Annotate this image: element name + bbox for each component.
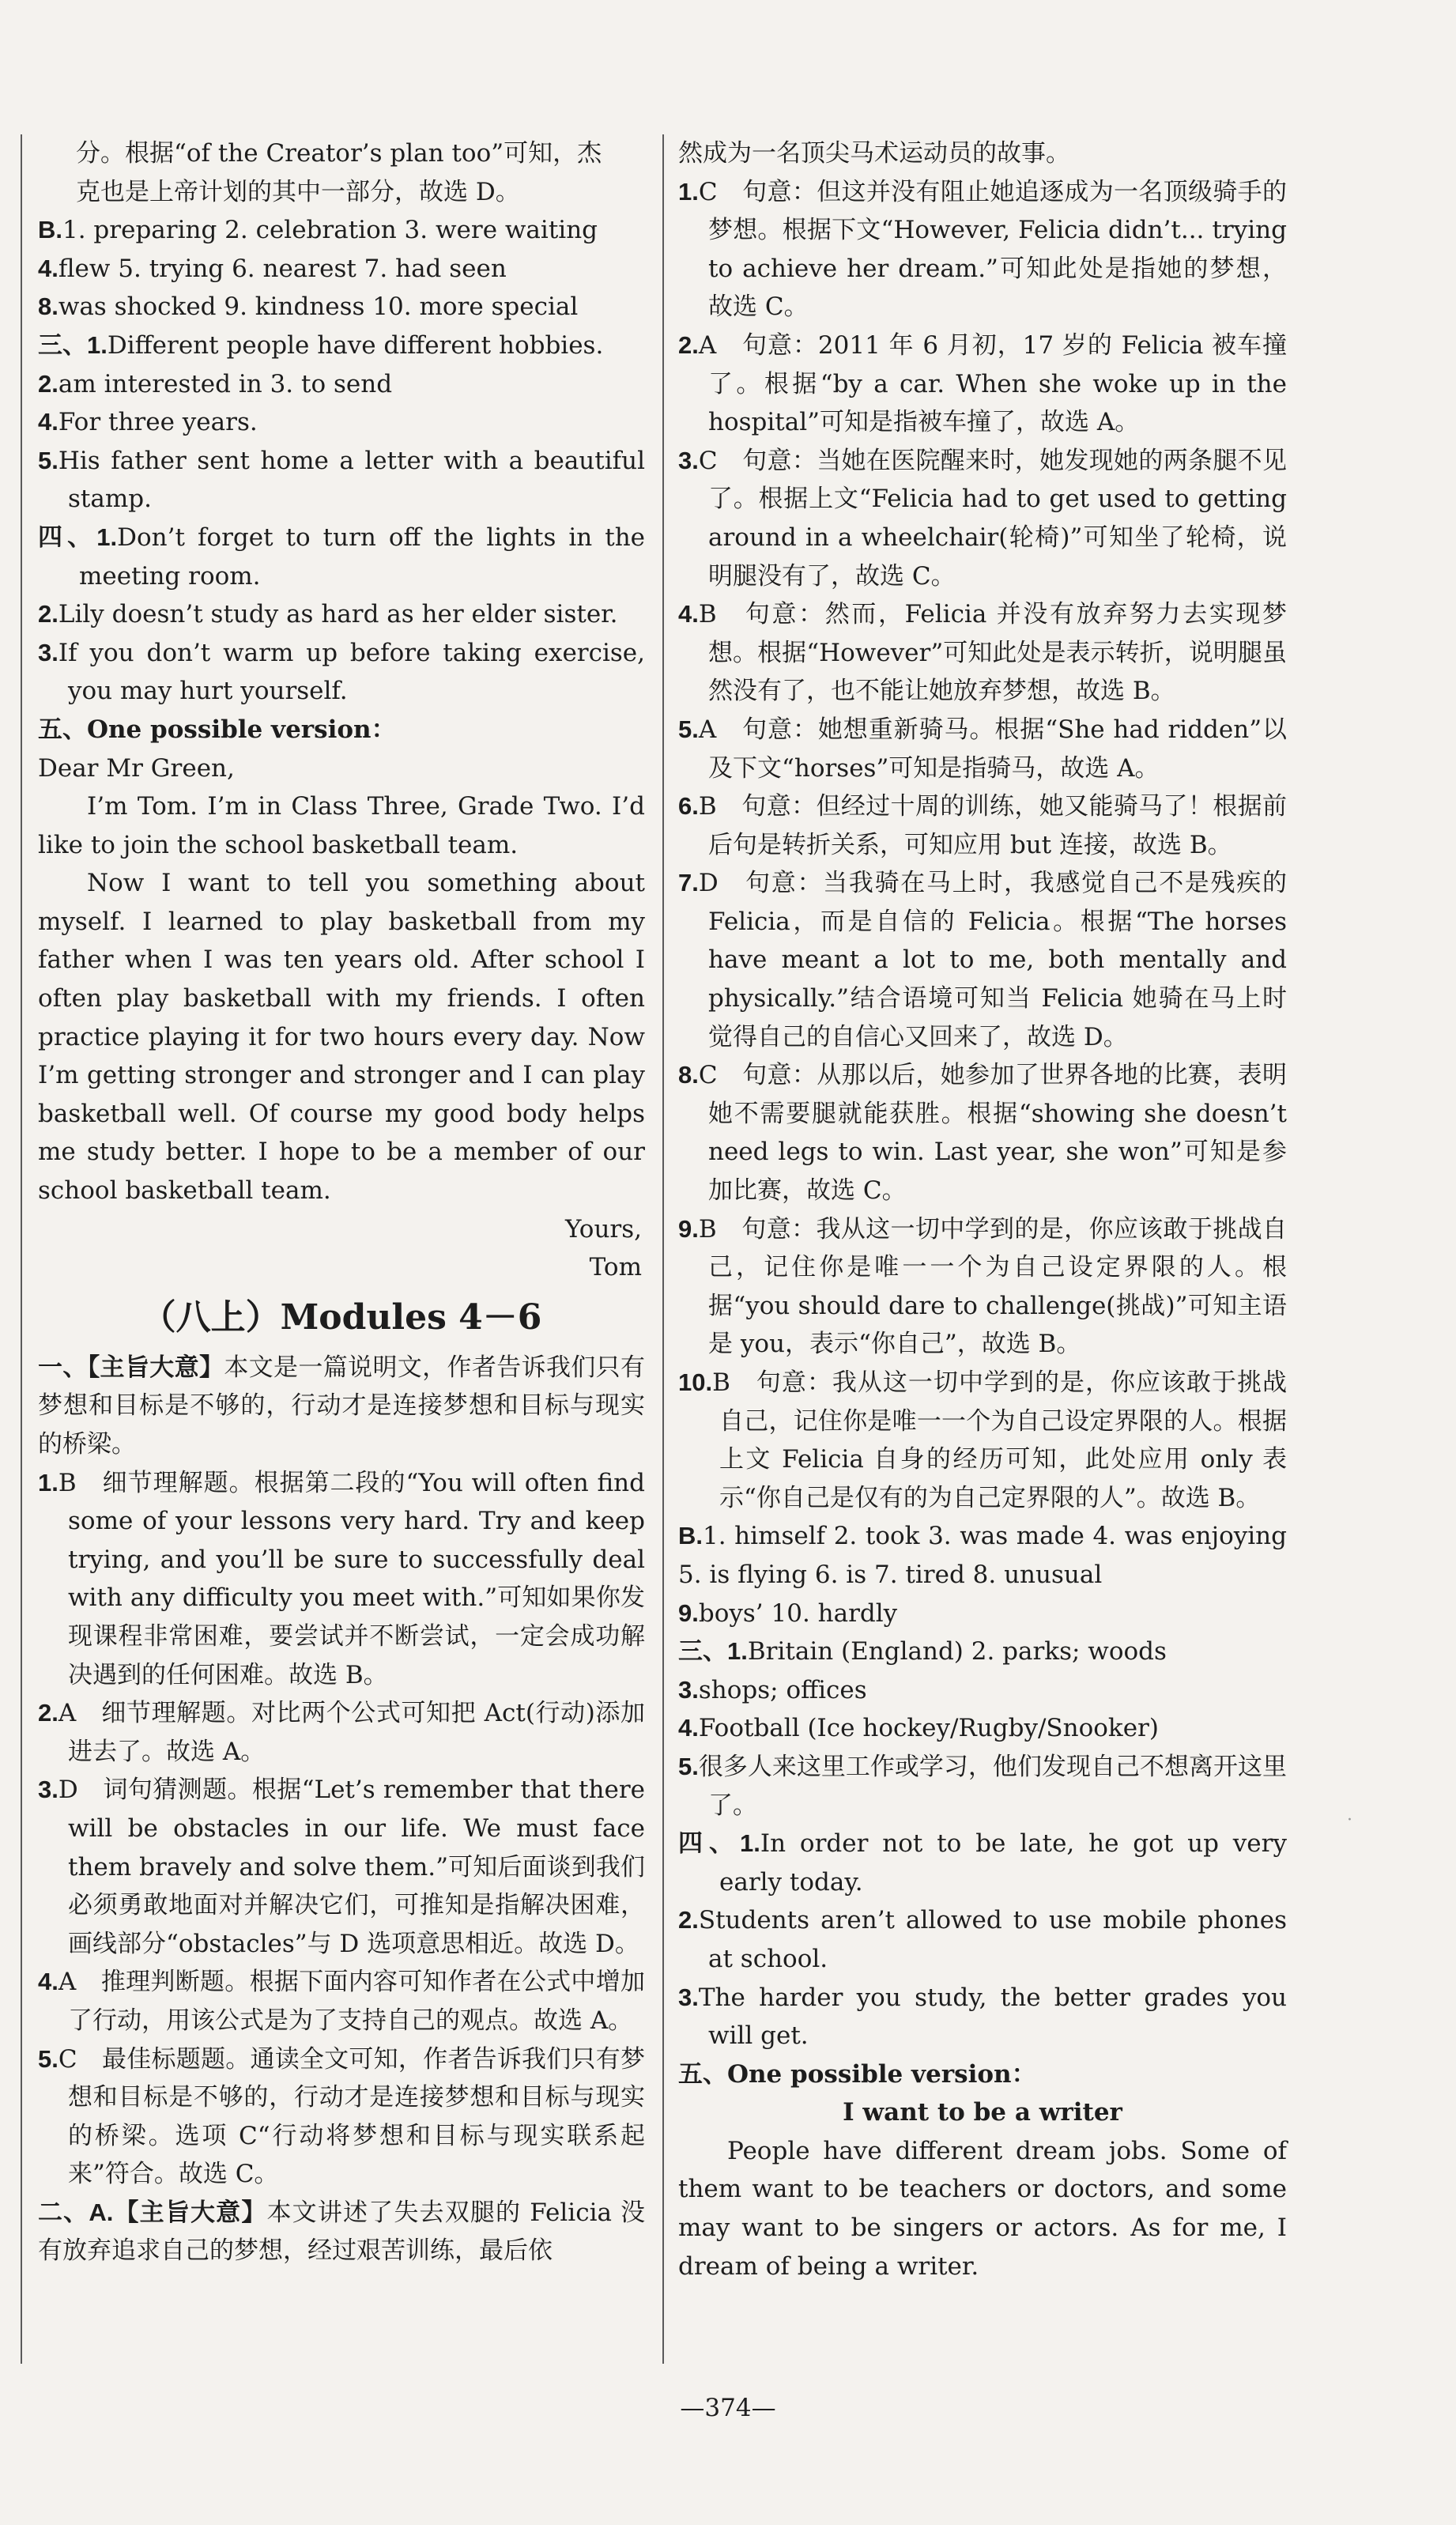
answer-line (678, 173, 1287, 326)
answer-line (38, 326, 645, 365)
item-text: His father sent home a letter with a beautiful stamp. (58, 446, 645, 514)
item-text: B 句意：我从这一切中学到的是，你应该敢于挑战自己，记住你是唯一一个为自己设定界限的人。根据“you should dare to challenge(挑战)”可知主语是 you，表示“你自己”，故选 B。 (698, 1214, 1287, 1359)
item-text: The harder you study, the better grades you will get. (698, 1983, 1287, 2051)
item-text: Lily doesn’t study as hard as her elder sister. (58, 600, 618, 629)
item-label: B. (678, 1522, 703, 1550)
item-text: Different people have different hobbies. (107, 330, 604, 360)
item-text: boys’ 10. hardly (698, 1598, 898, 1628)
item-text: I’m Tom. I’m in Class Three, Grade Two. I’d like to join the school basketball team. (38, 792, 645, 859)
item-text: A 细节理解题。对比两个公式可知把 Act(行动)添加进去了。故选 A。 (58, 1699, 645, 1766)
answer-line (38, 1963, 645, 2040)
item-label: 2. (38, 369, 58, 398)
item-label: 1. (678, 177, 699, 206)
item-label: 五、 (38, 715, 87, 743)
item-text: Now I want to tell you something about myself. I learned to play basketball from my father when I was ten years old. After school I often play basketball with my friends. I often practice playing it for two hours every day. Now I’m getting stronger and stronger and I can play basketball well. Of course my good body helps me study better. I hope to be a member of our school basketball team. (38, 869, 645, 1206)
item-label: 2. (38, 1699, 58, 1727)
answer-line (678, 1709, 1287, 1748)
answer-line (38, 1694, 645, 1771)
item-text: One possible version： (87, 715, 396, 744)
answer-line (38, 134, 645, 173)
item-label: 6. (678, 792, 699, 821)
item-label: B. (38, 216, 62, 244)
section-title (38, 1287, 645, 1349)
item-label: 3. (678, 1983, 699, 2011)
answer-line (38, 250, 645, 289)
item-label: 7. (678, 869, 699, 897)
item-label: 3. (38, 638, 58, 666)
essay-title (678, 2093, 1287, 2132)
answer-line (38, 211, 645, 250)
column-divider (662, 134, 664, 2364)
item-text: B 句意：然而，Felicia 并没有放弃努力去实现梦想。根据“However”可知此处是表示转折，说明腿虽然没有了，也不能让她放弃梦想，故选 B。 (698, 600, 1287, 706)
answer-line (678, 326, 1287, 442)
answer-line (678, 1364, 1287, 1517)
item-text: D 句意：当我骑在马上时，我感觉自己不是残疾的 Felicia，而是自信的 Felicia。根据“The horses have meant a lot to me, both mentally and physically.”结合语境可知当 Felicia 她骑在马上时觉得自己的自信心又回来了，故选 D。 (698, 869, 1287, 1051)
item-text: If you don’t warm up before taking exercise, you may hurt yourself. (58, 638, 645, 706)
item-label: 4. (678, 600, 699, 628)
item-text: C 句意：但这并没有阻止她追逐成为一名顶级骑手的梦想。根据下文“However, Felicia didn’t... trying to achieve her dream.”可知此处是指她的梦想，故选 C。 (698, 177, 1287, 322)
answer-line (678, 1595, 1287, 1633)
item-text: 克也是上帝计划的其中一部分，故选 D。 (76, 177, 520, 206)
item-label: 三、1. (38, 330, 108, 359)
item-text: （八上）Modules 4－6 (141, 1296, 542, 1338)
item-label: 8. (678, 1061, 699, 1089)
answer-line (38, 787, 645, 864)
item-label: 2. (678, 1906, 699, 1934)
answer-line (38, 442, 645, 519)
answer-line (678, 1979, 1287, 2055)
answer-line (38, 1248, 645, 1287)
item-label: 5. (38, 2044, 58, 2073)
answer-line (38, 1464, 645, 1695)
item-label: 1. (38, 1468, 58, 1497)
item-text: B 句意：我从这一切中学到的是，你应该敢于挑战自己，记住你是唯一一个为自己设定界限的人。根据上文 Felicia 自身的经历可知，此处应用 only 表示“你自己是仅有的为自己定界限的人”。故选 B。 (712, 1368, 1287, 1512)
item-text: Britain (England) 2. parks; woods (747, 1637, 1167, 1666)
item-label: 一、【主旨大意】 (38, 1353, 224, 1381)
answer-line (38, 519, 645, 595)
answer-line (678, 711, 1287, 787)
answer-line (38, 403, 645, 442)
item-text: B 句意：但经过十周的训练，她又能骑马了！根据前后句是转折关系，可知应用 but 连接，故选 B。 (698, 792, 1287, 859)
item-text: am interested in 3. to send (58, 369, 393, 398)
item-text: C 句意：当她在医院醒来时，她发现她的两条腿不见了。根据上文“Felicia had to get used to getting around in a wheelchair(轮椅)”可知坐了轮椅，说明腿没有了，故选 C。 (698, 446, 1287, 591)
answer-line (38, 749, 645, 788)
item-text: Students aren’t allowed to use mobile phones at school. (698, 1906, 1287, 1973)
answer-line (38, 2194, 645, 2270)
answer-line (678, 1901, 1287, 1978)
answer-line (38, 595, 645, 634)
item-label: 8. (38, 293, 58, 321)
item-text: 本文是一篇说明文，作者告诉我们只有梦想和目标是不够的，行动才是连接梦想和目标与现实的桥梁。 (38, 1353, 646, 1459)
item-text: 分。根据“of the Creator’s plan too”可知，杰 (76, 139, 602, 168)
answer-line (38, 365, 645, 404)
left-column (38, 134, 645, 2270)
answer-line (678, 1748, 1287, 1825)
item-text: flew 5. trying 6. nearest 7. had seen (58, 254, 507, 283)
item-label: 4. (38, 1968, 58, 1996)
item-label: 10. (678, 1368, 713, 1396)
answer-line (678, 864, 1287, 1056)
answer-line (678, 1671, 1287, 1710)
item-label: 3. (678, 1675, 699, 1704)
item-text: B 细节理解题。根据第二段的“You will often find some of your lessons very hard. Try and keep trying, and you’ll be sure to successfully deal with any difficulty you meet with.”可知如果你发现课程非常困难，要尝试并不断尝试，一定会成功解决遇到的任何困难。故选 B。 (58, 1468, 645, 1689)
item-label: 5. (678, 715, 699, 743)
item-text: Dear Mr Green, (38, 753, 235, 783)
item-text: 然成为一名顶尖马术运动员的故事。 (678, 139, 1070, 168)
item-label: 四、1. (678, 1829, 760, 1858)
item-text: Tom (589, 1253, 642, 1282)
item-text: A 推理判断题。根据下面内容可知作者在公式中增加了行动，用该公式是为了支持自己的观点。故选 A。 (58, 1968, 645, 2035)
item-text: People have different dream jobs. Some of them want to be teachers or doctors, and some may want to be singers or actors. As for me, I dream of being a writer. (678, 2136, 1287, 2281)
item-text: Yours, (565, 1214, 642, 1244)
margin-mark: · (1347, 1810, 1352, 1830)
answer-line (678, 595, 1287, 711)
left-margin-rule (21, 134, 22, 2364)
item-label: 三、1. (678, 1637, 748, 1666)
answer-line (38, 2040, 645, 2194)
item-text: D 词句猜测题。根据“Let’s remember that there will be obstacles in our life. We must face them bravely and solve them.”可知后面谈到我们必须勇敢地面对并解决它们，可推知是指解决困难，画线部分“obstacles”与 D 选项意思相近。故选 D。 (58, 1776, 645, 1958)
item-text: Don’t forget to turn off the lights in the meeting room. (79, 523, 645, 591)
answer-line (678, 134, 1287, 173)
page-number: —374— (680, 2394, 776, 2422)
item-label: 4. (678, 1714, 699, 1742)
answer-line (678, 2055, 1287, 2094)
answer-line (678, 1632, 1287, 1671)
item-text: I want to be a writer (843, 2098, 1122, 2127)
item-text: A 句意：2011 年 6 月初，17 岁的 Felicia 被车撞了。根据“by a car. When she woke up in the hospital”可知是指被车撞了，故选 A。 (698, 330, 1287, 437)
answer-line (678, 1056, 1287, 1210)
answer-line (678, 787, 1287, 864)
answer-line (678, 2132, 1287, 2285)
item-label: 二、A.【主旨大意】 (38, 2198, 267, 2226)
answer-line (38, 634, 645, 711)
item-text: C 句意：从那以后，她参加了世界各地的比赛，表明她不需要腿就能获胜。根据“showing she doesn’t need legs to win. Last year, she won”可知是参加比赛，故选 C。 (698, 1061, 1287, 1206)
item-label: 4. (38, 408, 58, 436)
answer-line (678, 1210, 1287, 1364)
item-label: 9. (678, 1598, 699, 1627)
item-label: 五、 (678, 2059, 727, 2088)
item-text: shops; offices (698, 1675, 867, 1704)
answer-line (38, 173, 645, 212)
item-text: was shocked 9. kindness 10. more special (58, 293, 579, 322)
item-text: 很多人来这里工作或学习，他们发现自己不想离开这里了。 (698, 1752, 1287, 1820)
answer-line (38, 1771, 645, 1963)
item-label: 四、1. (38, 523, 118, 551)
item-text: 本文讲述了失去双腿的 Felicia 没有放弃追求自己的梦想，经过艰苦训练，最后依 (38, 2198, 645, 2266)
item-text: In order not to be late, he got up very early today. (719, 1829, 1287, 1897)
answer-line (678, 1517, 1287, 1594)
answer-line (38, 1349, 645, 1464)
item-text: 1. preparing 2. celebration 3. were waiting (62, 216, 598, 245)
item-text: Football (Ice hockey/Rugby/Snooker) (698, 1714, 1159, 1743)
answer-line (678, 442, 1287, 595)
item-label: 3. (678, 446, 699, 474)
item-label: 2. (38, 600, 58, 628)
item-label: 3. (38, 1776, 58, 1804)
answer-line (38, 711, 645, 749)
right-column (678, 134, 1287, 2285)
item-text: C 最佳标题题。通读全文可知，作者告诉我们只有梦想和目标是不够的，行动才是连接梦想和目标与现实的桥梁。选项 C“行动将梦想和目标与现实联系起来”符合。故选 C。 (58, 2044, 645, 2189)
item-label: 5. (678, 1752, 699, 1780)
answer-line (38, 864, 645, 1210)
item-text: For three years. (58, 408, 258, 437)
answer-line (38, 288, 645, 326)
answer-line (38, 1210, 645, 1249)
item-text: 1. himself 2. took 3. was made 4. was enjoying 5. is flying 6. is 7. tired 8. unusual (678, 1522, 1287, 1589)
item-label: 9. (678, 1214, 699, 1243)
item-label: 5. (38, 446, 58, 474)
item-label: 2. (678, 330, 699, 359)
item-text: One possible version： (727, 2059, 1036, 2089)
answer-line (678, 1825, 1287, 1901)
item-text: A 句意：她想重新骑马。根据“She had ridden”以及下文“horses”可知是指骑马，故选 A。 (698, 715, 1287, 783)
item-label: 4. (38, 254, 58, 282)
